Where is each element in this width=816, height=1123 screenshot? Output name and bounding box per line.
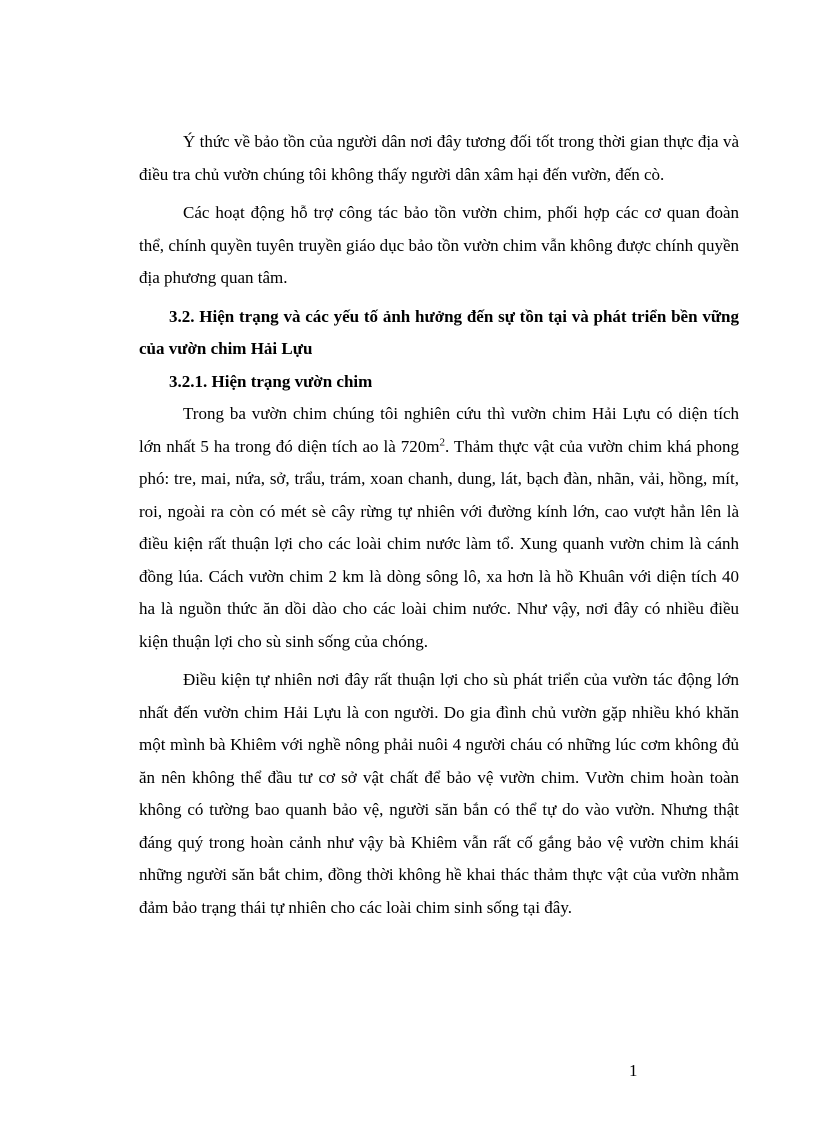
area-text-before: Trong ba vườn chim chúng tôi nghiên cứu thì vườn chim Hải Lựu có diện tích lớn nhất 5 ha trong đó diện tích ao là 720m — [139, 404, 739, 456]
area-superscript: 2 — [439, 435, 445, 448]
paragraph-garden-area — [139, 398, 739, 658]
document-body — [139, 126, 739, 930]
subsection-heading: 3.2.1. Hiện trạng vườn chim — [169, 371, 373, 391]
area-text-after: . Thảm thực vật của vườn chim khá phong phó: tre, mai, nứa, sở, trẩu, trám, xoan chanh, dung, lát, bạch đàn, nhãn, vải, hồng, mít, roi, ngoài ra còn có mét sè cây rừng tự nhiên với đường kính lớn, cao vượt hẳn lên là điều kiện rất thuận lợi cho các loài chim nước làm tổ. Xung quanh vườn chim là cánh đồng lúa. Cách vườn chim 2 km là dòng sông lô, xa hơn là hồ Khuân với diện tích 40 ha là nguồn thức ăn dồi dào cho các loài chim nước. Như vậy, nơi đây có nhiều điều kiện thuận lợi cho sù sinh sống của chóng. — [139, 436, 739, 651]
paragraph-natural-conditions: Điều kiện tự nhiên nơi đây rất thuận lợi cho sù phát triển của vườn tác động lớn nhất đến vườn chim Hải Lựu là con người. Do gia đình chủ vườn gặp nhiều khó khăn một mình bà Khiêm với nghề nông phải nuôi 4 người cháu có những lúc cơm không đủ ăn nên không thể đầu tư cơ sở vật chất để bảo vệ vườn chim. Vườn chim hoàn toàn không có tường bao quanh bảo vệ, người săn bắn có thể tự do vào vườn. Nhưng thật đáng quý trong hoàn cảnh như vậy bà Khiêm vẫn rất cố gắng bảo vệ vườn chim khái những người săn bắt chim, đồng thời không hề khai thác thảm thực vật của vườn nhằm đảm bảo trạng thái tự nhiên cho các loài chim sinh sống tại đây. — [139, 670, 739, 917]
page-number: 1 — [629, 1061, 638, 1080]
section-heading: 3.2. Hiện trạng và các yếu tố ảnh hưởng đến sự tồn tại và phát triển bền vững của vườn chim Hải Lựu — [139, 306, 739, 358]
paragraph-conservation-awareness: Ý thức về bảo tồn của người dân nơi đây tương đối tốt trong thời gian thực địa và điều tra chủ vườn chúng tôi không thấy người dân xâm hại đến vườn, đến cò. — [139, 132, 739, 184]
paragraph-support-activities: Các hoạt động hỗ trợ công tác bảo tồn vườn chim, phối hợp các cơ quan đoàn thể, chính quyền tuyên truyền giáo dục bảo tồn vườn chim vẫn không được chính quyền địa phương quan tâm. — [139, 203, 739, 287]
